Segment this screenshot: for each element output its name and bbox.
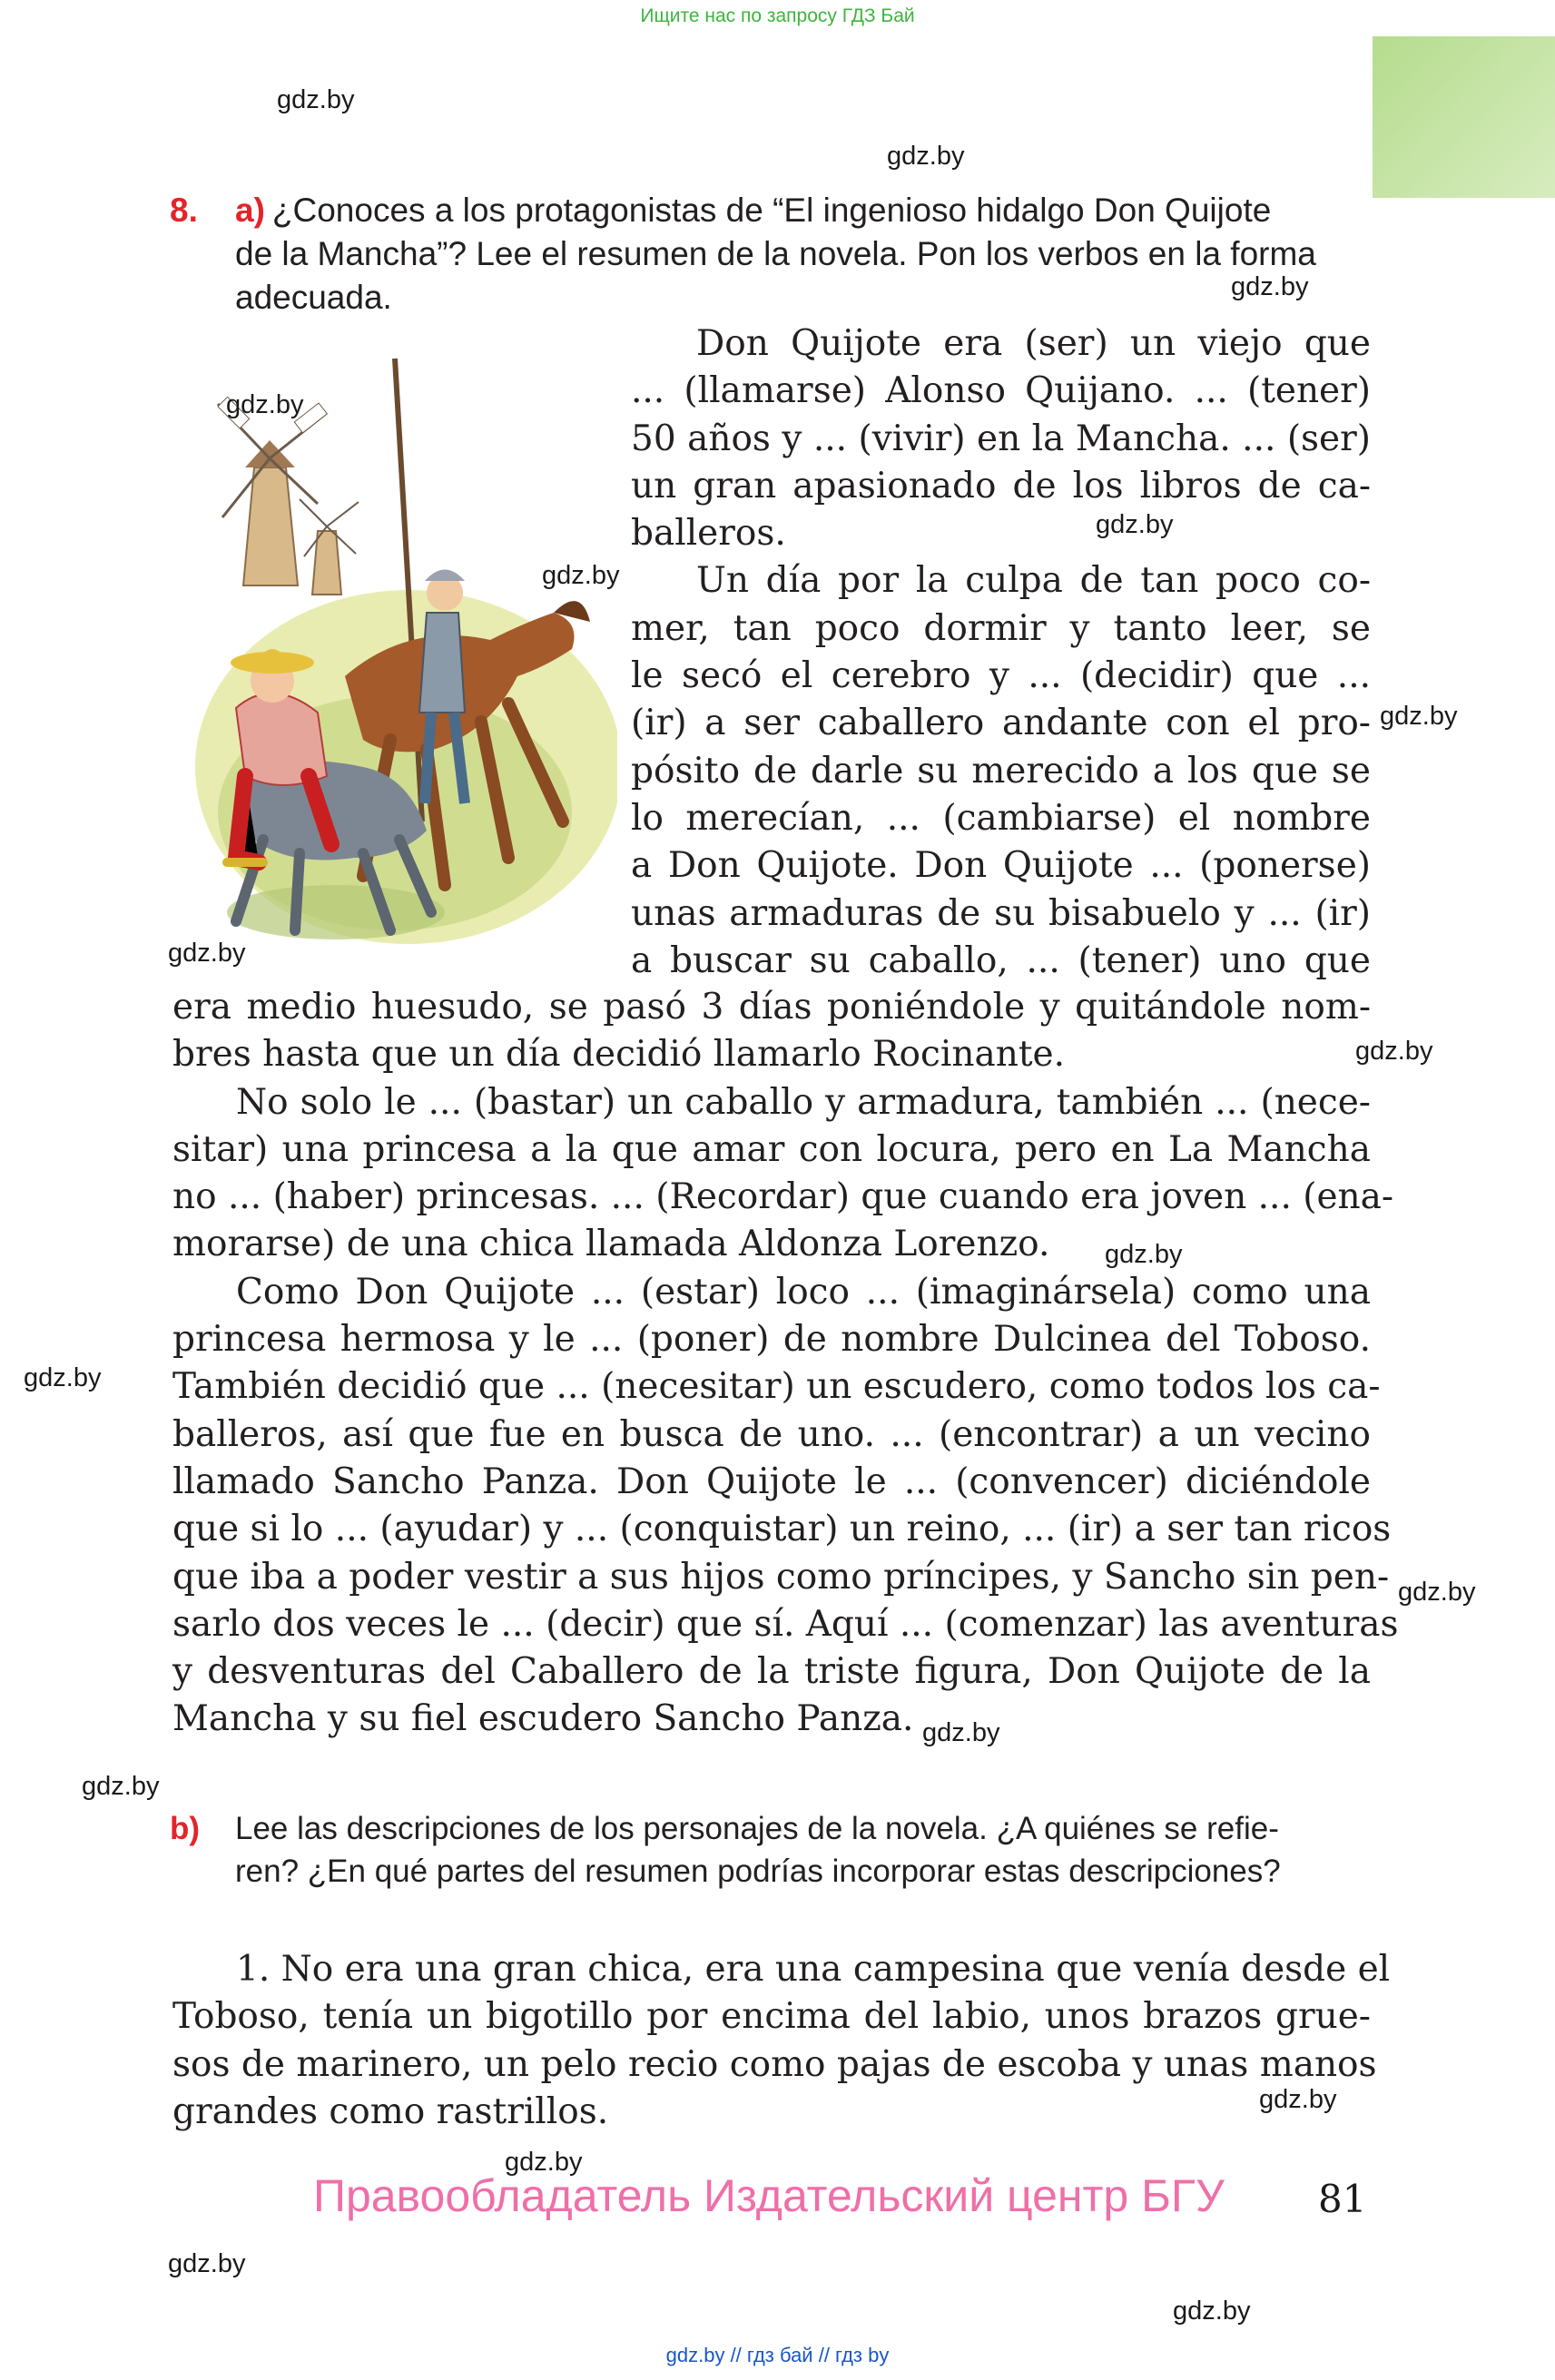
text-line: balleros. bbox=[631, 513, 786, 555]
watermark: gdz.by bbox=[1259, 2085, 1337, 2114]
text-line: grandes como rastrillos. bbox=[172, 2090, 609, 2132]
watermark: gdz.by bbox=[1231, 272, 1309, 301]
watermark: gdz.by bbox=[542, 561, 620, 590]
text-line: bres hasta que un día decidió llamarlo Rocinante. bbox=[172, 1034, 1065, 1076]
text-line: llamado Sancho Panza. Don Quijote le ... (convencer) diciéndole bbox=[172, 1460, 1371, 1502]
text-line: Como Don Quijote ... (estar) loco ... (imaginársela) como una bbox=[236, 1271, 1371, 1313]
text-line: a buscar su caballo, ... (tener) uno que bbox=[631, 939, 1371, 981]
task-8a-instruction bbox=[170, 189, 1373, 320]
page-number: 81 bbox=[1318, 2177, 1367, 2221]
text-line: sitar) una princesa a la que amar con locura, pero en La Mancha bbox=[172, 1128, 1371, 1170]
text-line: no ... (haber) princesas. ... (Recordar) que cuando era joven ... (ena- bbox=[172, 1176, 1394, 1218]
watermark: gdz.by bbox=[922, 1718, 1000, 1747]
task-8b-instruction bbox=[170, 1807, 1373, 1893]
instruction-line: ren? ¿En qué partes del resumen podrías incorporar estas descripciones? bbox=[235, 1854, 1281, 1889]
instruction-line: de la Mancha”? Lee el resumen de la novela. Pon los verbos en la forma bbox=[235, 235, 1316, 272]
task-number: 8. bbox=[170, 192, 198, 229]
text-line: 50 años y ... (vivir) en la Mancha. ... (ser) bbox=[631, 418, 1371, 459]
instruction-line: adecuada. bbox=[235, 279, 392, 316]
text-line: a Don Quijote. Don Quijote ... (ponerse) bbox=[631, 845, 1371, 887]
text-line: pósito de darle su merecido a los que se bbox=[631, 750, 1371, 792]
text-line: (ir) a ser caballero andante con el pro- bbox=[631, 703, 1371, 744]
text-line: era medio huesudo, se pasó 3 días poniéndole y quitándole nom- bbox=[172, 987, 1371, 1028]
windmill-icon bbox=[218, 397, 359, 595]
watermark: gdz.by bbox=[82, 1772, 160, 1801]
watermark: gdz.by bbox=[1173, 2296, 1251, 2326]
task-letter-b: b) bbox=[170, 1811, 201, 1846]
summary-text-beside-illustration bbox=[631, 320, 1371, 985]
copyright-notice: Правообладатель Издательский центр БГУ bbox=[313, 2170, 1225, 2221]
watermark: gdz.by bbox=[505, 2148, 583, 2177]
watermark: gdz.by bbox=[887, 142, 965, 171]
instruction-line: ¿Conoces a los protagonistas de “El ingenioso hidalgo Don Quijote bbox=[271, 192, 1272, 229]
text-line: Un día por la culpa de tan poco co- bbox=[696, 560, 1371, 602]
don-quijote-illustration bbox=[182, 349, 620, 949]
text-line: También decidió que ... (necesitar) un escudero, como todos los ca- bbox=[172, 1366, 1381, 1408]
text-line: Don Quijote era (ser) un viejo que bbox=[696, 323, 1371, 364]
watermark: gdz.by bbox=[226, 390, 304, 419]
watermark: gdz.by bbox=[1355, 1037, 1433, 1066]
text-line: unas armaduras de su bisabuelo y ... (ir) bbox=[631, 892, 1371, 934]
watermark: gdz.by bbox=[1398, 1578, 1476, 1607]
text-line: ... (llamarse) Alonso Quijano. ... (tener) bbox=[631, 370, 1371, 412]
text-line: balleros, así que fue en busca de uno. ... (encontrar) a un vecino bbox=[172, 1413, 1371, 1455]
task-letter-a: a) bbox=[235, 192, 265, 229]
text-line: morarse) de una chica llamada Aldonza Lorenzo. bbox=[172, 1224, 1050, 1265]
text-line: No solo le ... (bastar) un caballo y armadura, también ... (nece- bbox=[236, 1081, 1371, 1123]
text-line: un gran apasionado de los libros de ca- bbox=[631, 465, 1371, 506]
watermark: gdz.by bbox=[277, 85, 355, 114]
instruction-line: Lee las descripciones de los personajes de la novela. ¿A quiénes se refie- bbox=[235, 1811, 1279, 1846]
watermark: gdz.by bbox=[168, 2249, 246, 2278]
text-line: 1. No era una gran chica, era una campesina que venía desde el bbox=[236, 1949, 1391, 1990]
text-line: le secó el cerebro y ... (decidir) que ... bbox=[631, 655, 1371, 697]
watermark: gdz.by bbox=[168, 939, 246, 968]
top-banner: Ищите нас по запросу ГДЗ Бай bbox=[640, 5, 915, 26]
text-line: princesa hermosa y le ... (poner) de nombre Dulcinea del Toboso. bbox=[172, 1319, 1371, 1361]
watermark: gdz.by bbox=[1096, 510, 1174, 539]
text-line: mer, tan poco dormir y tanto leer, se bbox=[631, 607, 1371, 649]
text-line: Mancha y su fiel escudero Sancho Panza. bbox=[172, 1698, 914, 1740]
text-line: Toboso, tenía un bigotillo por encima del labio, unos brazos grue- bbox=[172, 1996, 1371, 2038]
text-line: y desventuras del Caballero de la triste figura, Don Quijote de la bbox=[172, 1651, 1371, 1693]
text-line: sos de marinero, un pelo recio como pajas de escoba y unas manos bbox=[172, 2043, 1377, 2085]
text-line: que iba a poder vestir a sus hijos como príncipes, y Sancho sin pen- bbox=[172, 1556, 1390, 1598]
footer-links[interactable]: gdz.by // гдз бай // гдз by bbox=[665, 2344, 890, 2366]
text-line: que si lo ... (ayudar) y ... (conquistar) un reino, ... (ir) a ser tan ricos bbox=[172, 1509, 1392, 1550]
chapter-tab bbox=[1373, 36, 1555, 198]
watermark: gdz.by bbox=[24, 1363, 102, 1392]
watermark: gdz.by bbox=[1105, 1240, 1183, 1269]
text-line: sarlo dos veces le ... (decir) que sí. Aquí ... (comenzar) las aventuras bbox=[172, 1603, 1399, 1645]
watermark: gdz.by bbox=[1380, 702, 1458, 731]
text-line: lo merecían, ... (cambiarse) el nombre bbox=[631, 797, 1371, 839]
character-description-1 bbox=[172, 1946, 1391, 2136]
